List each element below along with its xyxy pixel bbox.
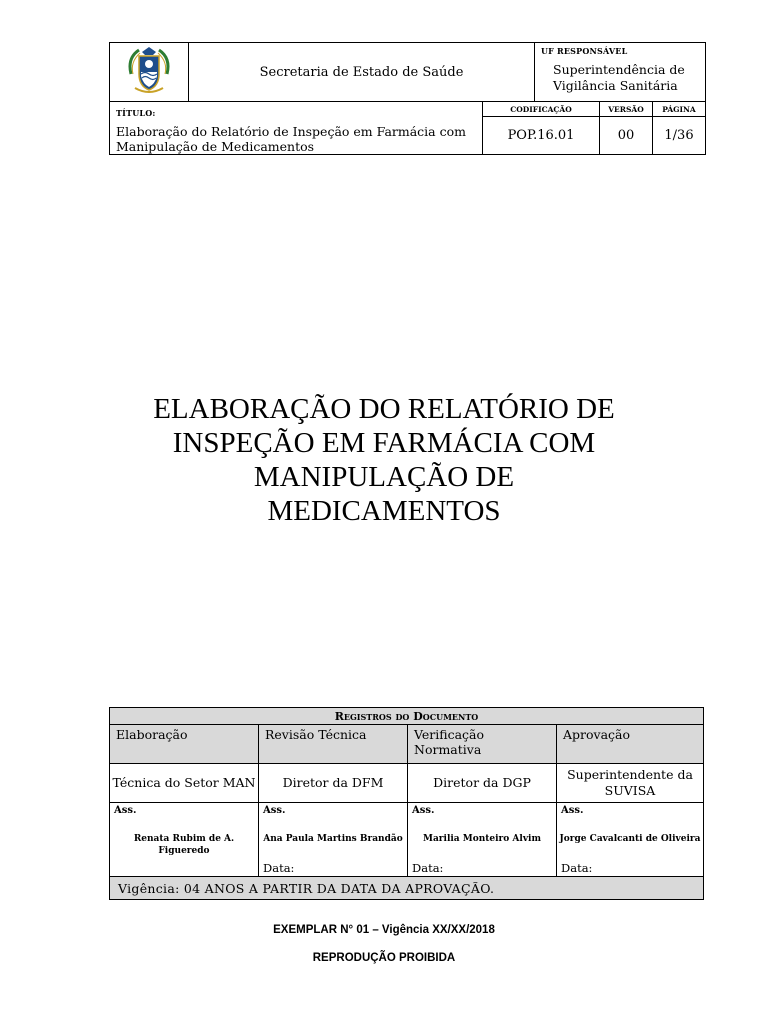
document-title [90, 392, 678, 528]
exemplar-line: EXEMPLAR N° 01 – Vigência XX/XX/2018 [273, 924, 495, 936]
pagina-label: PÁGINA [653, 102, 706, 117]
uf-value-line1: Superintendência de [553, 62, 685, 77]
document-title-line4: MEDICAMENTOS [267, 495, 501, 527]
signature-cell-4 [557, 803, 704, 877]
document-registry-table [109, 707, 704, 900]
signatory-name: Ana Paula Martins Brandão [263, 834, 403, 844]
signature-cell-1 [110, 803, 259, 877]
signature-cell-2 [259, 803, 408, 877]
versao-value: 00 [600, 117, 653, 155]
date-label: Data: [412, 861, 444, 875]
header-table [109, 42, 706, 102]
uf-label: UF RESPONSÁVEL [541, 46, 628, 56]
document-title-line3: MANIPULAÇÃO DE [253, 461, 515, 493]
codificacao-value: POP.16.01 [483, 117, 600, 155]
responsible-verificacao: Diretor da DGP [408, 764, 557, 803]
titulo-line2: Manipulação de Medicamentos [116, 139, 315, 154]
responsible-aprovacao: Superintendente da SUVISA [557, 764, 704, 803]
pagina-value: 1/36 [653, 117, 706, 155]
versao-label: VERSÃO [600, 102, 653, 117]
secretaria-name: Secretaria de Estado de Saúde [189, 43, 535, 102]
role-aprovacao: Aprovação [557, 725, 704, 764]
ass-label: Ass. [561, 805, 584, 816]
ass-label: Ass. [412, 805, 435, 816]
vigencia-row: Vigência: 04 ANOS A PARTIR DA DATA DA APROVAÇÃO. [110, 877, 704, 900]
reproducao-line: REPRODUÇÃO PROIBIDA [312, 952, 456, 964]
signatory-name: Jorge Cavalcanti de Oliveira [559, 834, 701, 844]
titulo-cell [110, 102, 483, 155]
date-label: Data: [561, 861, 593, 875]
title-code-table [109, 101, 706, 155]
responsible-elaboracao: Técnica do Setor MAN [110, 764, 259, 803]
role-revisao-tecnica: Revisão Técnica [259, 725, 408, 764]
document-title-line1: ELABORAÇÃO DO RELATÓRIO DE [153, 393, 615, 425]
document-title-line2: INSPEÇÃO EM FARMÁCIA COM [172, 427, 596, 459]
uf-value-line2: Vigilância Sanitária [553, 78, 678, 93]
titulo-value [116, 124, 466, 154]
uf-value [553, 62, 685, 94]
codificacao-label: CODIFICAÇÃO [483, 102, 600, 117]
role-verificacao-normativa: Verificação Normativa [408, 725, 557, 764]
state-coat-of-arms-logo [125, 44, 173, 96]
titulo-line1: Elaboração do Relatório de Inspeção em Farmácia com [116, 124, 466, 139]
signatory-name: Marilia Monteiro Alvim [422, 834, 542, 844]
signatory-name: Renata Rubim de A. Figueredo [133, 834, 235, 856]
ass-label: Ass. [114, 805, 137, 816]
responsible-revisao: Diretor da DFM [259, 764, 408, 803]
logo-cell [110, 43, 189, 102]
titulo-label: TÍTULO: [116, 108, 156, 118]
role-elaboracao: Elaboração [110, 725, 259, 764]
signature-cell-3 [408, 803, 557, 877]
date-label: Data: [263, 861, 295, 875]
registry-heading: Registros do Documento [110, 708, 704, 725]
uf-responsavel-cell [535, 43, 706, 102]
ass-label: Ass. [263, 805, 286, 816]
